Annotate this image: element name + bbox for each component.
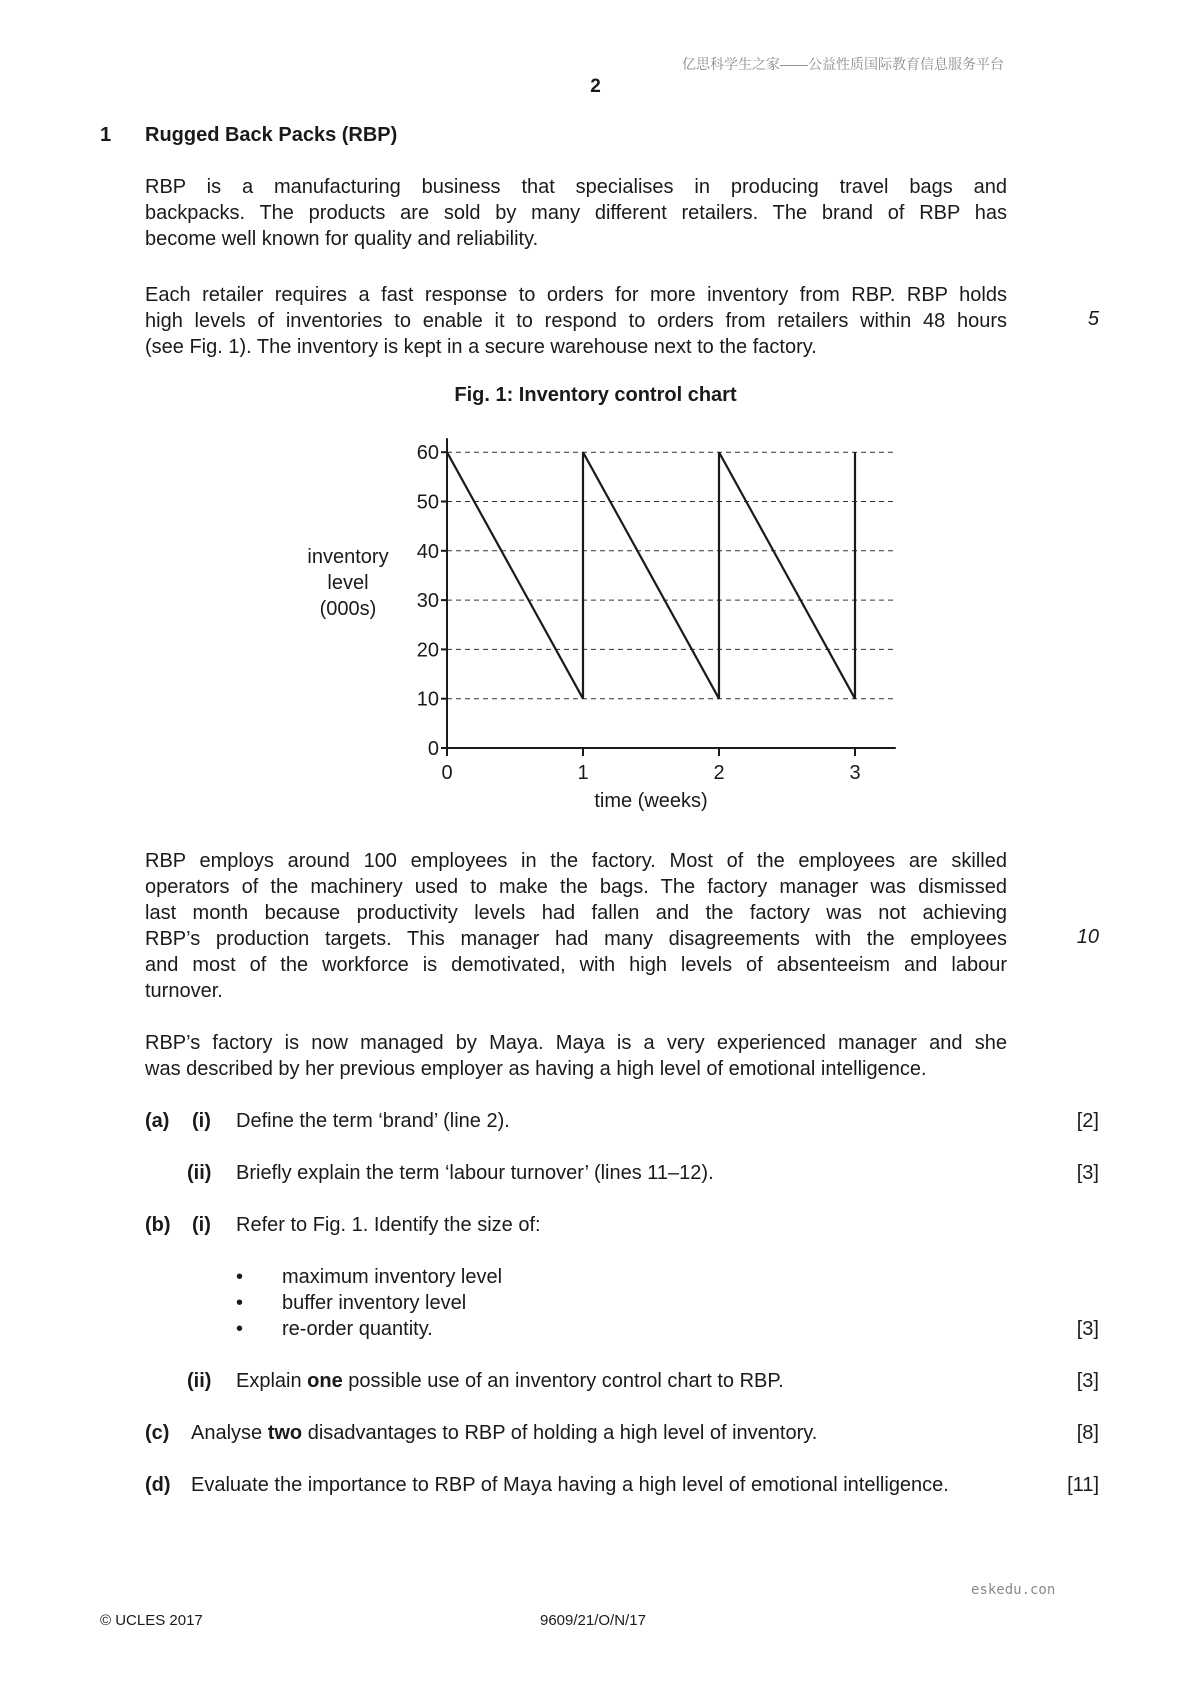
footer-site: eskedu.con xyxy=(971,1582,1056,1598)
bullet-point: • xyxy=(236,1318,244,1340)
paragraph-1 xyxy=(145,174,1007,252)
bullet-item-reorder-quantity: re-order quantity. xyxy=(282,1318,433,1340)
question-d-text: Evaluate the importance to RBP of Maya having a high level of emotional intelligence. xyxy=(191,1474,949,1496)
question-a-ii-mark: [3] xyxy=(1076,1162,1099,1184)
inventory-level-line xyxy=(447,452,855,699)
question-a-label: (a) xyxy=(145,1110,170,1132)
question-b-i-label: (i) xyxy=(192,1214,211,1236)
y-tick-label: 0 xyxy=(427,738,439,760)
question-number: 1 xyxy=(100,124,112,146)
footer-copyright: © UCLES 2017 xyxy=(100,1612,203,1629)
y-tick-label: 60 xyxy=(416,442,439,465)
y-axis-label: (000s) xyxy=(319,597,377,620)
y-tick-label: 40 xyxy=(416,540,439,563)
y-axis-label: level xyxy=(327,571,369,594)
question-a-ii-label: (ii) xyxy=(187,1162,212,1184)
x-axis-label: time (weeks) xyxy=(594,790,708,812)
question-c-text-before: Analyse xyxy=(191,1422,268,1444)
paragraph-line: become well known for quality and reliability. xyxy=(145,228,539,250)
inventory-control-chart xyxy=(290,420,910,815)
question-a-i-mark: [2] xyxy=(1076,1110,1099,1132)
y-tick-label: 30 xyxy=(416,590,439,613)
bullet-item-maximum-inventory: maximum inventory level xyxy=(282,1266,503,1288)
footer-paper-code: 9609/21/O/N/17 xyxy=(540,1612,646,1629)
question-b-ii-text-after: possible use of an inventory control chart to RBP. xyxy=(342,1370,784,1392)
question-a-i-text: Define the term ‘brand’ (line 2). xyxy=(236,1110,510,1132)
question-b-ii-label: (ii) xyxy=(187,1370,212,1392)
x-tick-label: 2 xyxy=(713,762,725,784)
x-tick-label: 1 xyxy=(577,762,589,784)
question-a-i-label: (i) xyxy=(192,1110,211,1132)
bullet-point: • xyxy=(236,1266,244,1288)
paragraph-line: backpacks. The products are sold by many different retailers. The brand of RBP has xyxy=(145,202,1007,224)
paragraph-2 xyxy=(145,282,1007,360)
question-c-text xyxy=(191,1422,817,1445)
line-marker-5: 5 xyxy=(1087,308,1099,330)
paragraph-line: operators of the machinery used to make the bags. The factory manager was dismissed xyxy=(145,876,1007,898)
bullet-point: • xyxy=(236,1292,244,1314)
question-b-i-text: Refer to Fig. 1. Identify the size of: xyxy=(236,1214,541,1236)
question-b-ii-text-before: Explain xyxy=(236,1370,308,1392)
x-tick-label: 3 xyxy=(849,762,861,784)
question-c-label: (c) xyxy=(145,1422,170,1444)
paragraph-line: RBP’s production targets. This manager had many disagreements with the employees xyxy=(145,928,1007,950)
paragraph-line: RBP is a manufacturing business that specialises in producing travel bags and xyxy=(145,176,1007,198)
question-c-mark: [8] xyxy=(1076,1422,1099,1444)
paragraph-line: high levels of inventories to enable it to respond to orders from retailers within 48 hours xyxy=(145,310,1007,332)
paragraph-line: was described by her previous employer as having a high level of emotional intelligence. xyxy=(145,1058,927,1080)
figure-caption: Fig. 1: Inventory control chart xyxy=(454,384,737,406)
case-study-title: Rugged Back Packs (RBP) xyxy=(145,124,398,146)
question-b-ii-text xyxy=(236,1370,784,1393)
paragraph-3 xyxy=(145,848,1007,1004)
line-marker-10: 10 xyxy=(1076,926,1099,948)
y-tick-label: 10 xyxy=(416,688,439,711)
question-b-ii-text-bold: one xyxy=(307,1370,343,1392)
question-b-i-mark: [3] xyxy=(1076,1318,1099,1340)
question-c-text-after: disadvantages to RBP of holding a high level of inventory. xyxy=(302,1422,818,1444)
paragraph-line: last month because productivity levels had fallen and the factory was not achieving xyxy=(145,902,1007,924)
paragraph-line: (see Fig. 1). The inventory is kept in a secure warehouse next to the factory. xyxy=(145,336,817,358)
paragraph-line: and most of the workforce is demotivated, with high levels of absenteeism and labour xyxy=(145,954,1007,976)
question-b-label: (b) xyxy=(145,1214,171,1236)
paragraph-line: Each retailer requires a fast response to orders for more inventory from RBP. RBP holds xyxy=(145,284,1007,306)
page-number: 2 xyxy=(590,76,601,97)
question-b-ii-mark: [3] xyxy=(1076,1370,1099,1392)
paragraph-line: RBP’s factory is now managed by Maya. Maya is a very experienced manager and she xyxy=(145,1032,1007,1054)
paragraph-line: RBP employs around 100 employees in the factory. Most of the employees are skilled xyxy=(145,850,1007,872)
paragraph-line: turnover. xyxy=(145,980,223,1002)
question-c-text-bold: two xyxy=(267,1422,303,1444)
bullet-item-buffer-inventory: buffer inventory level xyxy=(282,1292,467,1314)
question-d-label: (d) xyxy=(145,1474,171,1496)
y-tick-label: 20 xyxy=(416,639,439,662)
header-watermark: 亿思科学生之家——公益性质国际教育信息服务平台 xyxy=(682,56,1004,72)
question-d-mark: [11] xyxy=(1067,1474,1099,1496)
y-tick-label: 50 xyxy=(416,491,439,514)
question-a-ii-text: Briefly explain the term ‘labour turnover’ (lines 11–12). xyxy=(236,1162,714,1184)
y-axis-label: inventory xyxy=(307,545,389,568)
x-tick-label: 0 xyxy=(441,762,453,784)
paragraph-4 xyxy=(145,1030,1007,1082)
